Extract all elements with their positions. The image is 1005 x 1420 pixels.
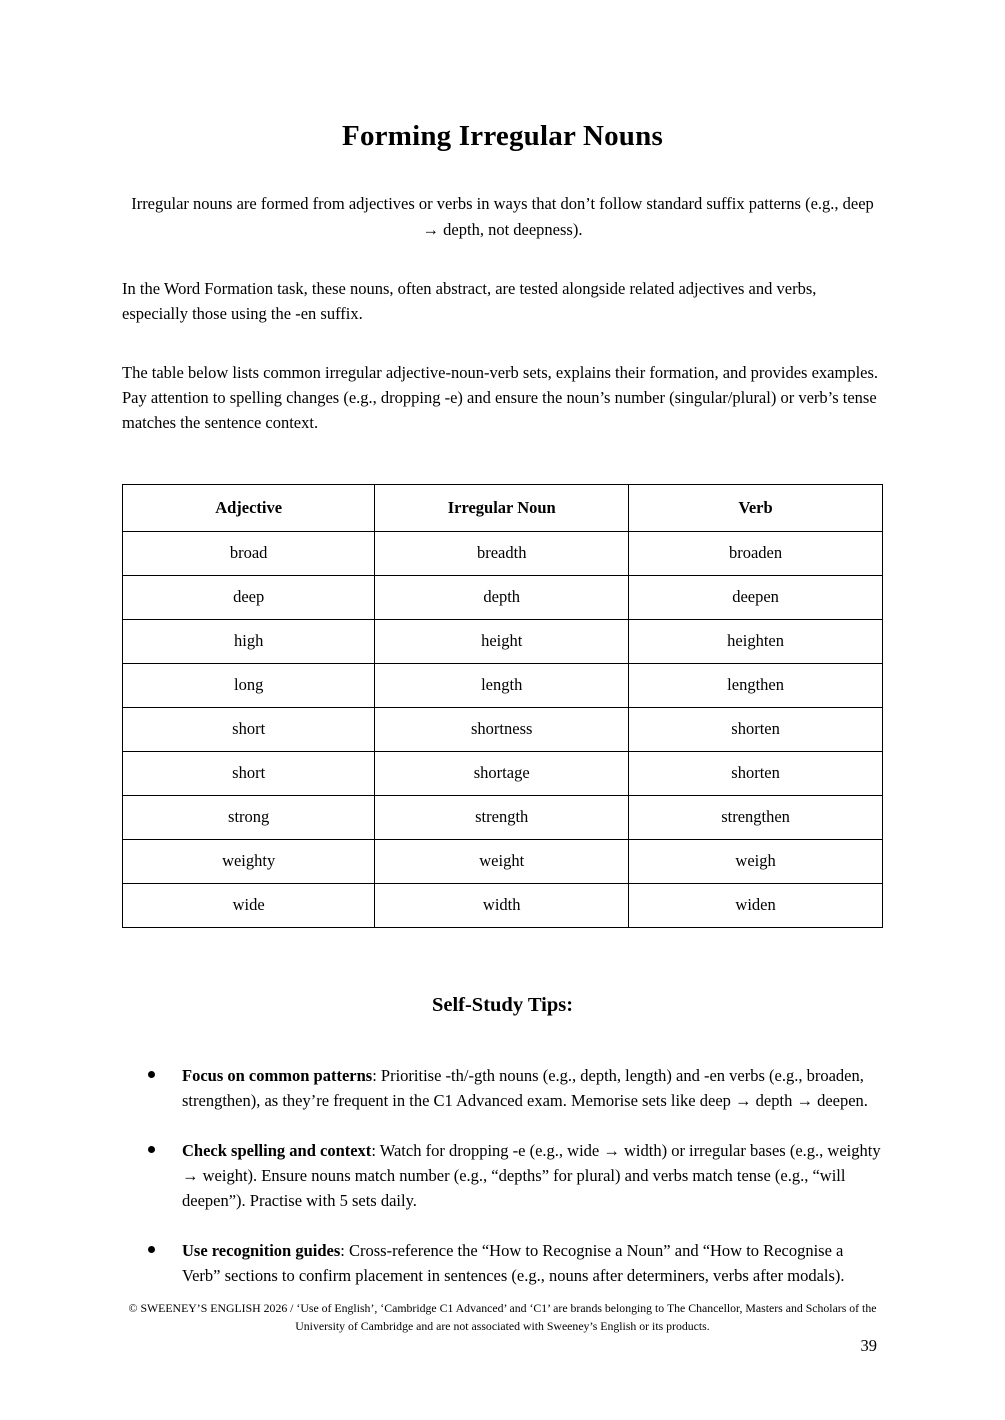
cell-noun: depth [375,575,629,619]
column-header-adjective: Adjective [123,484,375,531]
cell-verb: lengthen [629,663,883,707]
paragraph-word-formation: In the Word Formation task, these nouns, often abstract, are tested alongside related adjectives and verbs, especially those using the -en suffix. [122,279,817,324]
cell-verb: widen [629,883,883,927]
column-header-irregular-noun: Irregular Noun [375,484,629,531]
cell-noun: strength [375,795,629,839]
bullet-icon [148,1146,155,1153]
paragraph-table-intro: The table below lists common irregular adjective-noun-verb sets, explains their formation, and provides examples. Pay attention to spelling changes (e.g., dropping -e) and ensure the noun’s number (singular/plural) or verb’s tense matches the sentence context. [122,363,879,433]
cell-adjective: high [123,619,375,663]
cell-noun: shortness [375,707,629,751]
table-row [123,839,883,883]
cell-verb: shorten [629,751,883,795]
cell-verb: weigh [629,839,883,883]
cell-adjective: long [123,663,375,707]
cell-noun: breadth [375,531,629,575]
bullet-icon [148,1246,155,1253]
cell-verb: heighten [629,619,883,663]
cell-noun: length [375,663,629,707]
table-row [123,663,883,707]
table-header-row [123,484,883,531]
cell-verb: broaden [629,531,883,575]
cell-adjective: short [123,707,375,751]
list-item [162,1063,883,1113]
table-row [123,575,883,619]
tip-text: : Watch for dropping -e (e.g., wide → width) or irregular bases (e.g., weighty → weight). Ensure nouns match number (e.g., “depths” for plural) and verbs match tense (e.g., “will deepen”). Practise with 5 sets daily. [182,1140,881,1210]
irregular-nouns-table [122,484,883,928]
cell-adjective: weighty [123,839,375,883]
cell-noun: height [375,619,629,663]
table-row [123,531,883,575]
cell-adjective: short [123,751,375,795]
page-number: 39 [860,1336,877,1355]
table-row [123,795,883,839]
table-row [123,707,883,751]
tips-heading-colon: : [566,993,574,1016]
tips-heading-text: Self-Study Tips [431,993,567,1016]
cell-noun: shortage [375,751,629,795]
list-item [162,1138,883,1213]
bullet-icon [148,1071,155,1078]
intro-paragraph: Irregular nouns are formed from adjectives or verbs in ways that don’t follow standard suffix patterns (e.g., deep → depth, not deepness). [131,194,874,239]
cell-verb: strengthen [629,795,883,839]
self-study-tips-heading [122,994,883,1017]
cell-adjective: deep [123,575,375,619]
cell-verb: shorten [629,707,883,751]
tip-label: Focus on common patterns [182,1065,373,1085]
cell-verb: deepen [629,575,883,619]
cell-adjective: wide [123,883,375,927]
tip-text: : Cross-reference the “How to Recognise a Noun” and “How to Recognise a Verb” sections to confirm placement in sentences (e.g., nouns after determiners, verbs after modals). [182,1240,845,1285]
table-row [123,619,883,663]
tip-label: Check spelling and context [182,1140,372,1160]
table-row [123,883,883,927]
tip-label: Use recognition guides [182,1240,341,1260]
cell-noun: weight [375,839,629,883]
page-title: Forming Irregular Nouns [342,120,663,152]
cell-adjective: broad [123,531,375,575]
column-header-verb: Verb [629,484,883,531]
tips-list [122,1063,883,1289]
list-item [162,1238,883,1288]
cell-noun: width [375,883,629,927]
copyright-footer: © SWEENEY’S ENGLISH 2026 / ‘Use of English’, ‘Cambridge C1 Advanced’ and ‘C1’ are brands belonging to The Chancellor, Masters and Scholars of the University of Cambridge and are not associated with Sweeney’s English or its products. [128,1301,877,1333]
tip-text: : Prioritise -th/-gth nouns (e.g., depth, length) and -en verbs (e.g., broaden, strengthen), as they’re frequent in the C1 Advanced exam. Memorise sets like deep → depth → deepen. [182,1065,868,1110]
table-row [123,751,883,795]
cell-adjective: strong [123,795,375,839]
